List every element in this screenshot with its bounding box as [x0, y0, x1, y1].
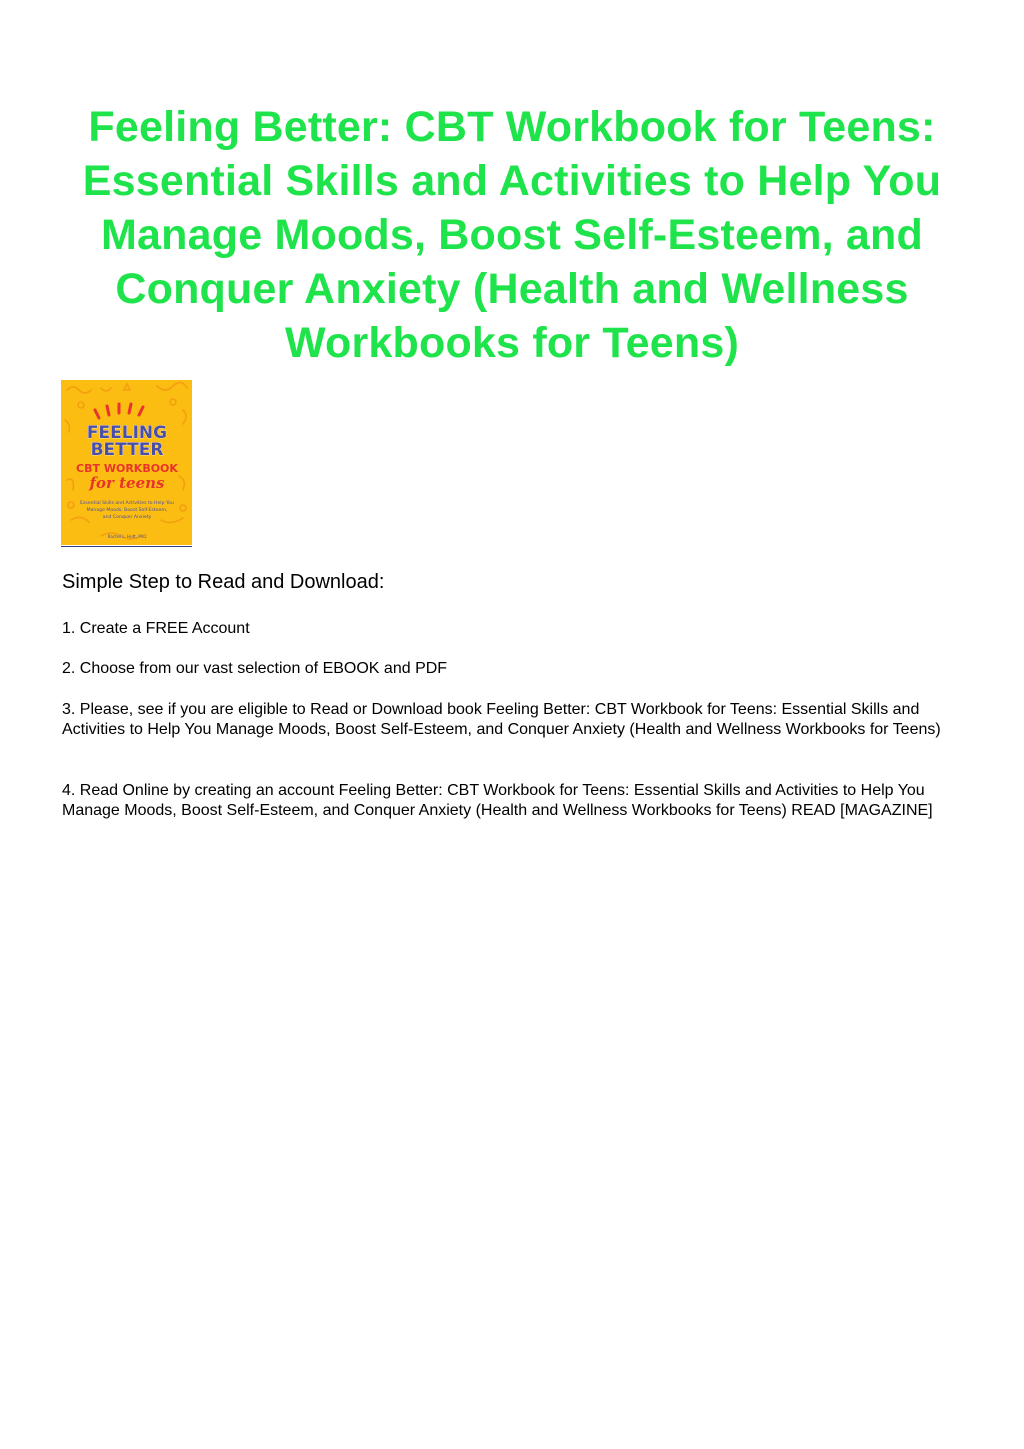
instruction-step-1: 1. Create a FREE Account	[62, 620, 250, 637]
book-cover-link[interactable]	[61, 380, 192, 547]
book-cover-image	[61, 380, 192, 545]
cover-title-line3: CBT WORKBOOK	[76, 462, 178, 475]
cover-author: Rachel L. Hutt, PhD	[107, 534, 147, 539]
page-title: Feeling Better: CBT Workbook for Teens: Essential Skills and Activities to Help You Manage Moods, Boost Self-Esteem, and Conquer Anxiety (Health and Wellness Workbooks for Teens)	[82, 103, 942, 367]
cover-subtitle-line2: Manage Moods, Boost Self-Esteem,	[86, 508, 168, 513]
instruction-step-2: 2. Choose from our vast selection of EBOOK and PDF	[62, 660, 448, 677]
instructions-intro: Simple Step to Read and Download:	[62, 571, 385, 593]
cover-title-line4: for teens	[89, 474, 165, 492]
cover-subtitle-line3: and Conquer Anxiety	[102, 515, 152, 520]
cover-title-line2: BETTER	[90, 440, 164, 460]
instruction-step-3: 3. Please, see if you are eligible to Read or Download book Feeling Better: CBT Workbook for Teens: Essential Skills and Activities to Help You Manage Moods, Boost Self-Esteem, and Conquer Anxiety (Health and Wellness Workbooks for Teens)	[62, 701, 941, 738]
cover-subtitle-line1: Essential Skills and Activities to Help You	[80, 501, 174, 506]
instruction-step-4: 4. Read Online by creating an account Feeling Better: CBT Workbook for Teens: Essential Skills and Activities to Help You Manage Moods, Boost Self-Esteem, and Conquer Anxiety (Health and Wellness Workbooks for Teens) READ [MAGAZINE]	[62, 782, 933, 819]
cover-title-line1: FEELING	[86, 423, 168, 443]
